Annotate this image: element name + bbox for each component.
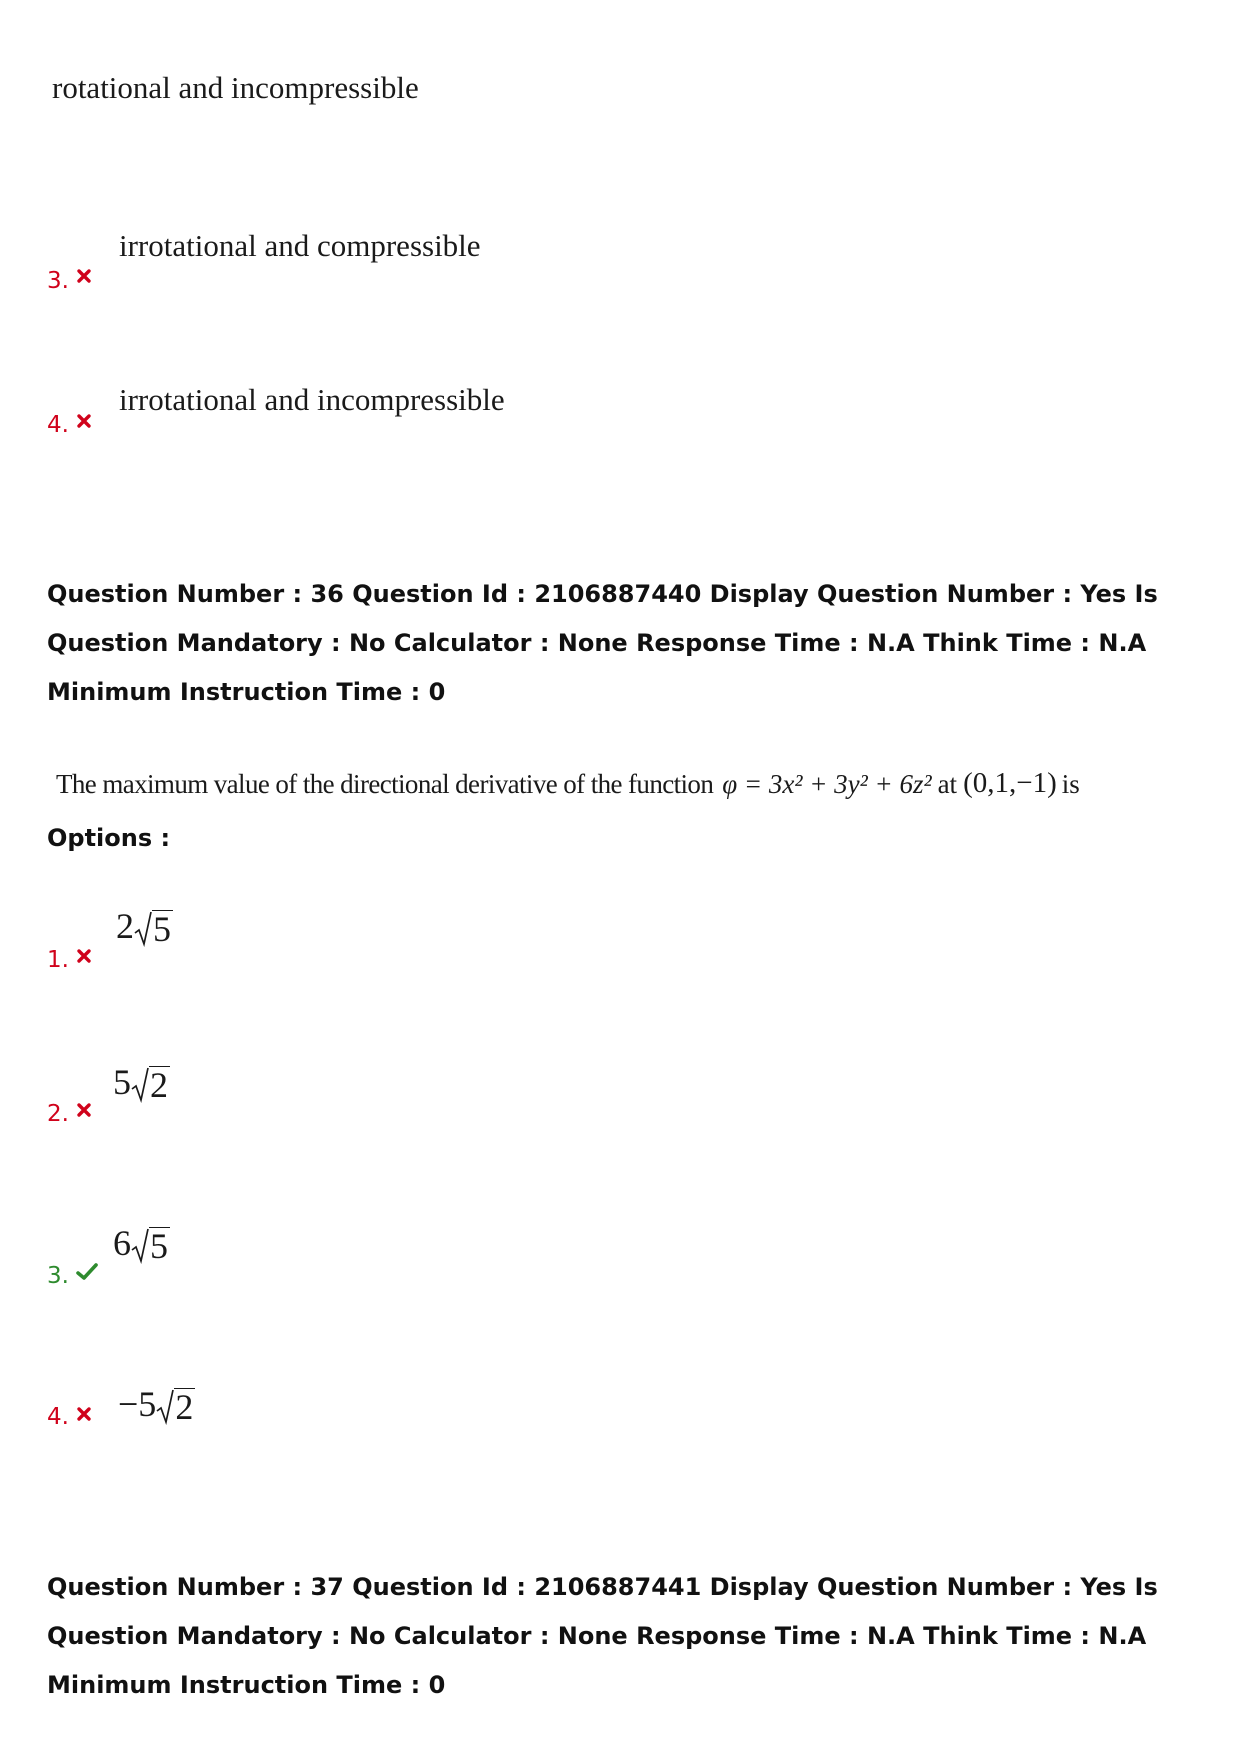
option-number: 3.: [47, 268, 69, 294]
question-36-text: [56, 750, 1080, 800]
option-coefficient: 2: [116, 906, 134, 946]
option-radicand: 5: [150, 1226, 168, 1266]
option-number: 4.: [47, 1404, 69, 1430]
cross-icon: [76, 1102, 92, 1122]
question-text-prefix: The maximum value of the directional derivative of the function: [56, 769, 714, 799]
question-formula: φ = 3x² + 3y² + 6z²: [722, 769, 932, 799]
q36-option-2: [47, 1061, 547, 1141]
prev-option-4: [47, 382, 747, 462]
prev-option-3: [47, 228, 747, 308]
sqrt-symbol: [134, 910, 173, 947]
sqrt-symbol: [131, 1066, 170, 1103]
cross-icon: [76, 268, 92, 288]
check-icon: [76, 1263, 98, 1285]
q36-option-4: [47, 1383, 547, 1463]
cross-icon: [76, 413, 92, 433]
option-math: [118, 1383, 195, 1425]
cross-icon: [76, 948, 92, 968]
q36-option-1: [47, 905, 547, 985]
option-text: irrotational and incompressible: [119, 382, 505, 417]
question-text-suffix: is: [1061, 769, 1080, 799]
option-coefficient: −5: [118, 1384, 157, 1424]
question-36-meta: Question Number : 36 Question Id : 2106887440 Display Question Number : Yes Is Question Mandatory : No Calculator : None Response Time : N.A Think Time : N.A Minimum Instruction Time : 0: [47, 580, 1158, 706]
option-math: [113, 1222, 170, 1264]
sqrt-symbol: [131, 1227, 170, 1264]
options-label: Options :: [47, 824, 171, 852]
option-number: 4.: [47, 412, 69, 438]
option-radicand: 2: [150, 1065, 168, 1105]
option-number: 2.: [47, 1101, 69, 1127]
option-number: 3.: [47, 1263, 69, 1289]
option-coefficient: 6: [113, 1223, 131, 1263]
option-radicand: 2: [175, 1387, 194, 1427]
option-text: irrotational and compressible: [119, 228, 481, 263]
option-math: [116, 905, 173, 947]
question-point: (0,1,−1): [963, 767, 1057, 799]
prev-option-2-text: rotational and incompressible: [52, 70, 419, 105]
option-radicand: 5: [153, 909, 171, 949]
cross-icon: [76, 1406, 92, 1426]
question-37-meta: Question Number : 37 Question Id : 2106887441 Display Question Number : Yes Is Question Mandatory : No Calculator : None Response Time : N.A Think Time : N.A Minimum Instruction Time : 0: [47, 1573, 1158, 1699]
question-text-at: at: [937, 769, 958, 799]
option-coefficient: 5: [113, 1062, 131, 1102]
option-number: 1.: [47, 947, 69, 973]
sqrt-symbol: [156, 1388, 195, 1425]
option-math: [113, 1061, 170, 1103]
q36-option-3: [47, 1222, 547, 1302]
